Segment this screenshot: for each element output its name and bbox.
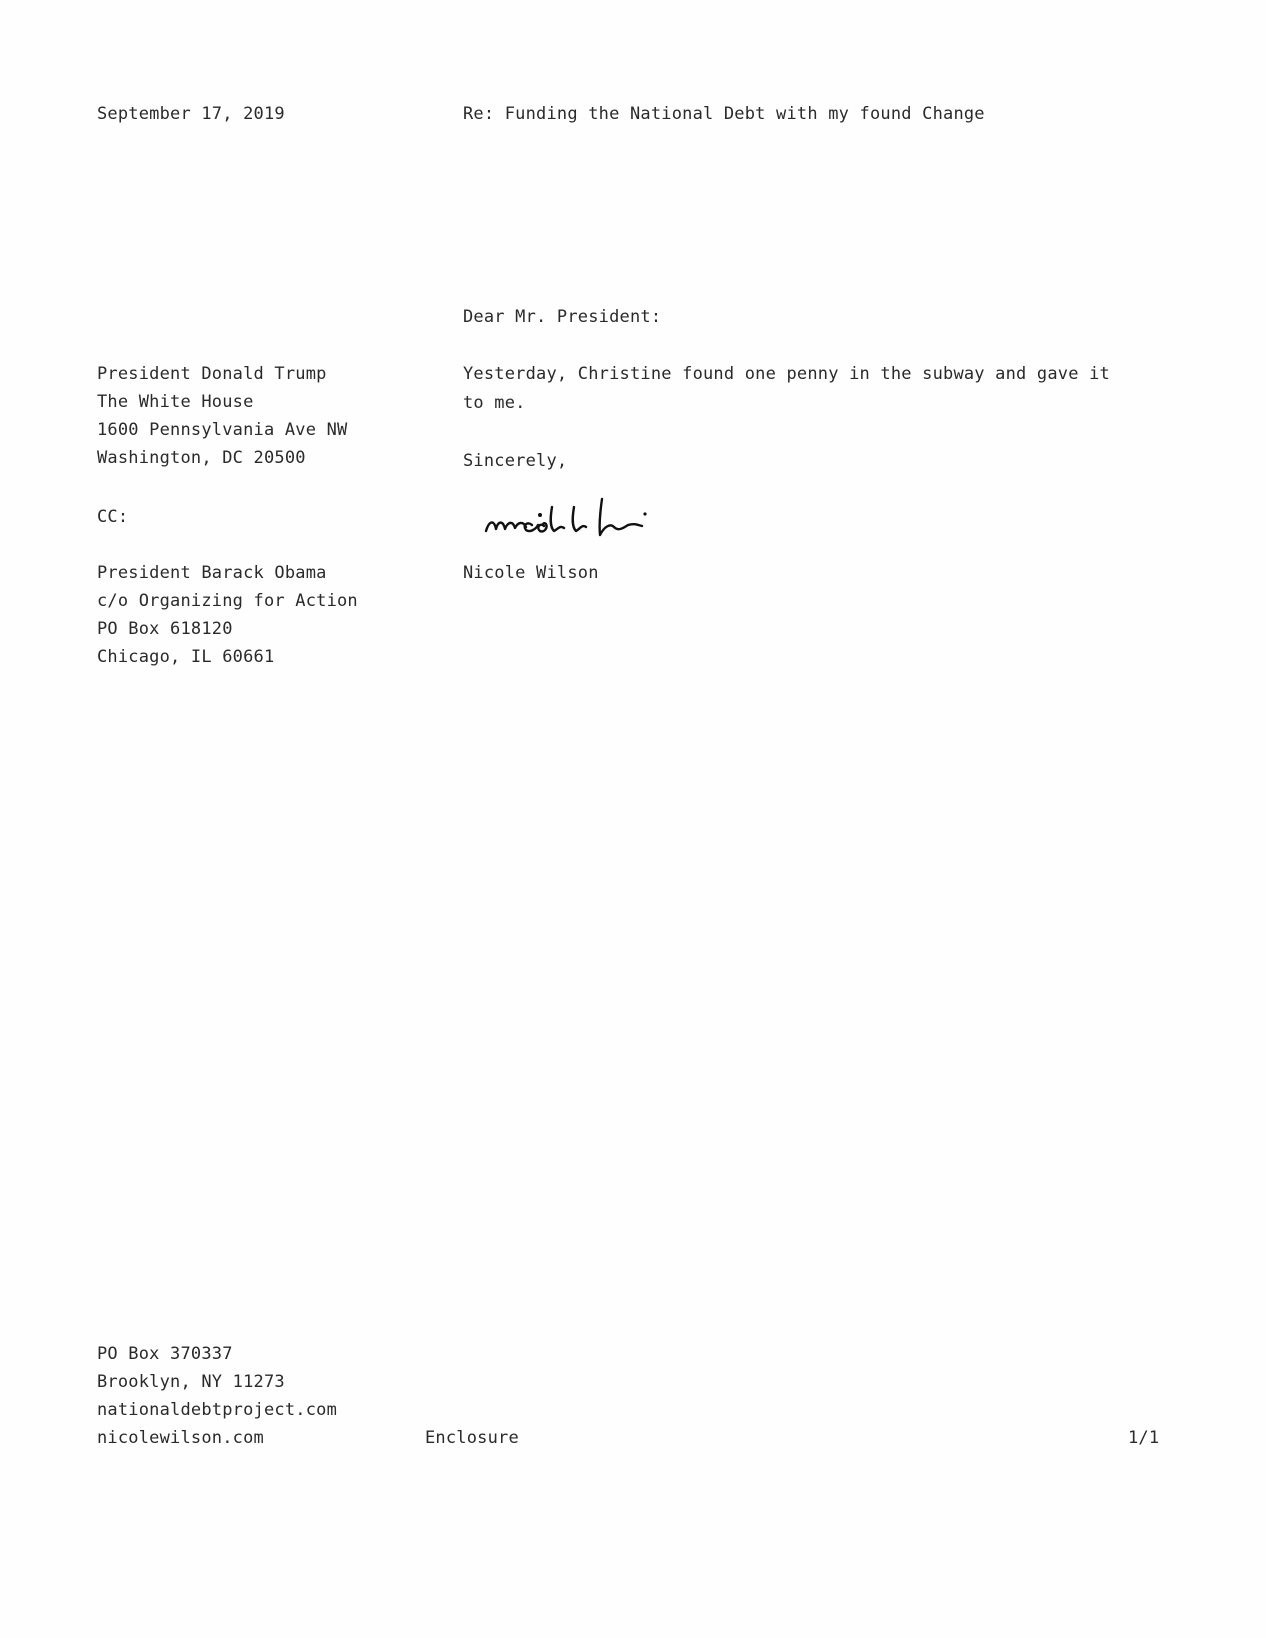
cc-label: CC: bbox=[97, 507, 129, 527]
cc-line: PO Box 618120 bbox=[97, 619, 233, 639]
letter-subject: Re: Funding the National Debt with my found Change bbox=[463, 104, 985, 124]
recipient-line: 1600 Pennsylvania Ave NW bbox=[97, 420, 348, 440]
sender-line: nationaldebtproject.com bbox=[97, 1400, 338, 1420]
recipient-line: Washington, DC 20500 bbox=[97, 448, 306, 468]
cc-address bbox=[97, 559, 358, 671]
letter-body: Yesterday, Christine found one penny in the subway and gave it to me. bbox=[463, 364, 1110, 413]
recipient-line: The White House bbox=[97, 392, 254, 412]
salutation: Dear Mr. President: bbox=[463, 307, 662, 327]
enclosure-label: Enclosure bbox=[425, 1428, 519, 1448]
sender-line: nicolewilson.com bbox=[97, 1428, 264, 1448]
page-number: 1/1 bbox=[1128, 1428, 1160, 1448]
sender-footer bbox=[97, 1340, 337, 1452]
sender-line: Brooklyn, NY 11273 bbox=[97, 1372, 285, 1392]
closing: Sincerely, bbox=[463, 451, 568, 471]
cc-line: c/o Organizing for Action bbox=[97, 591, 358, 611]
letter-date: September 17, 2019 bbox=[97, 104, 285, 124]
handwritten-signature bbox=[482, 495, 717, 545]
sender-line: PO Box 370337 bbox=[97, 1344, 233, 1364]
cc-line: Chicago, IL 60661 bbox=[97, 647, 275, 667]
recipient-address bbox=[97, 360, 347, 472]
signer-name: Nicole Wilson bbox=[463, 563, 599, 583]
recipient-line: President Donald Trump bbox=[97, 364, 327, 384]
cc-line: President Barack Obama bbox=[97, 563, 327, 583]
